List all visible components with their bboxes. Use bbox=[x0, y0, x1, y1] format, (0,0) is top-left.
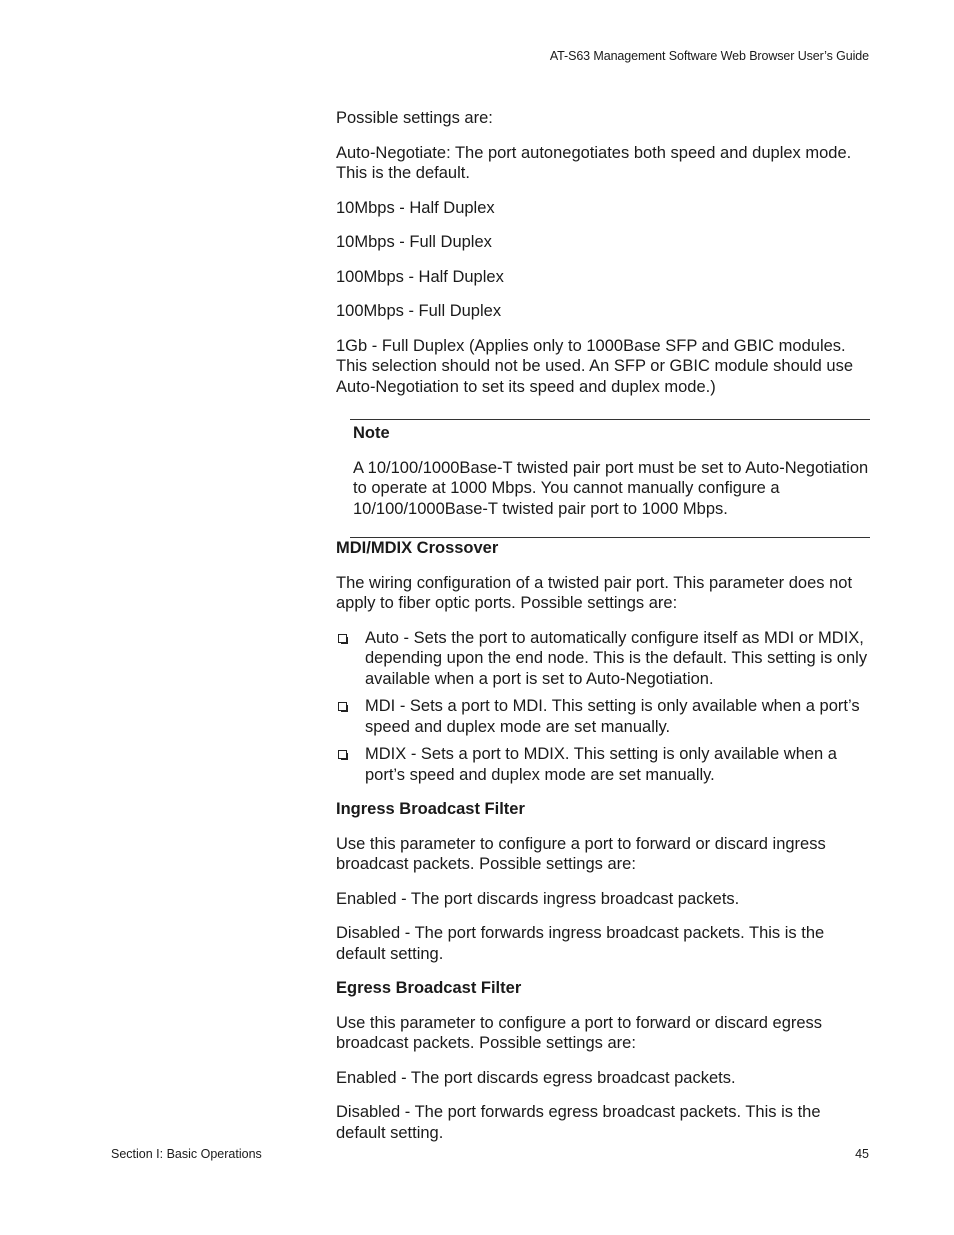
setting-option: Auto-Negotiate: The port autonegotiates both speed and duplex mode. This is the default. bbox=[336, 143, 852, 182]
list-item bbox=[336, 696, 870, 737]
egress-enabled: Enabled - The port discards egress broadcast packets. bbox=[336, 1068, 736, 1087]
note-box bbox=[350, 419, 870, 538]
egress-heading: Egress Broadcast Filter bbox=[336, 979, 522, 997]
ingress-description: Use this parameter to configure a port to forward or discard ingress broadcast packets. Possible settings are: bbox=[336, 834, 826, 873]
checkbox-square-icon bbox=[338, 750, 347, 759]
egress-disabled: Disabled - The port forwards egress broadcast packets. This is the default setting. bbox=[336, 1103, 821, 1142]
settings-intro: Possible settings are: bbox=[336, 109, 493, 127]
page-number: 45 bbox=[855, 1147, 869, 1161]
page-header: AT-S63 Management Software Web Browser User’s Guide bbox=[549, 49, 869, 63]
mdi-heading: MDI/MDIX Crossover bbox=[336, 539, 499, 557]
list-item-text: MDIX - Sets a port to MDIX. This setting is only available when a port’s speed and duplex mode are set manually. bbox=[365, 745, 837, 784]
setting-option: 10Mbps - Half Duplex bbox=[336, 198, 495, 217]
setting-option: 100Mbps - Half Duplex bbox=[336, 267, 504, 286]
mdi-bullet-list bbox=[336, 628, 870, 786]
list-item bbox=[336, 628, 870, 690]
mdi-description: The wiring configuration of a twisted pair port. This parameter does not apply to fiber optic ports. Possible settings are: bbox=[336, 573, 853, 612]
list-item bbox=[336, 744, 870, 785]
checkbox-square-icon bbox=[338, 634, 347, 643]
checkbox-square-icon bbox=[338, 702, 347, 711]
note-title: Note bbox=[353, 424, 390, 442]
main-content bbox=[336, 108, 870, 1157]
footer-section: Section I: Basic Operations bbox=[111, 1147, 262, 1161]
ingress-disabled: Disabled - The port forwards ingress broadcast packets. This is the default setting. bbox=[336, 924, 825, 963]
setting-option: 1Gb - Full Duplex (Applies only to 1000Base SFP and GBIC modules. This selection should not be used. An SFP or GBIC module should use Auto-Negotiation to set its speed and duplex mode.) bbox=[336, 336, 853, 396]
setting-option: 100Mbps - Full Duplex bbox=[336, 302, 502, 320]
ingress-heading: Ingress Broadcast Filter bbox=[336, 800, 525, 818]
egress-description: Use this parameter to configure a port to forward or discard egress broadcast packets. Possible settings are: bbox=[336, 1013, 823, 1052]
list-item-text: Auto - Sets the port to automatically configure itself as MDI or MDIX, depending upon the end node. This is the default. This setting is only available when a port is set to Auto-Negotiation. bbox=[365, 628, 868, 688]
setting-option: 10Mbps - Full Duplex bbox=[336, 233, 492, 251]
note-text: A 10/100/1000Base-T twisted pair port must be set to Auto-Negotiation to operate at 1000 Mbps. You cannot manually configure a 10/100/1000Base-T twisted pair port to 1000 Mbps. bbox=[353, 458, 869, 518]
list-item-text: MDI - Sets a port to MDI. This setting is only available when a port’s speed and duplex mode are set manually. bbox=[365, 697, 860, 736]
ingress-enabled: Enabled - The port discards ingress broadcast packets. bbox=[336, 889, 740, 908]
